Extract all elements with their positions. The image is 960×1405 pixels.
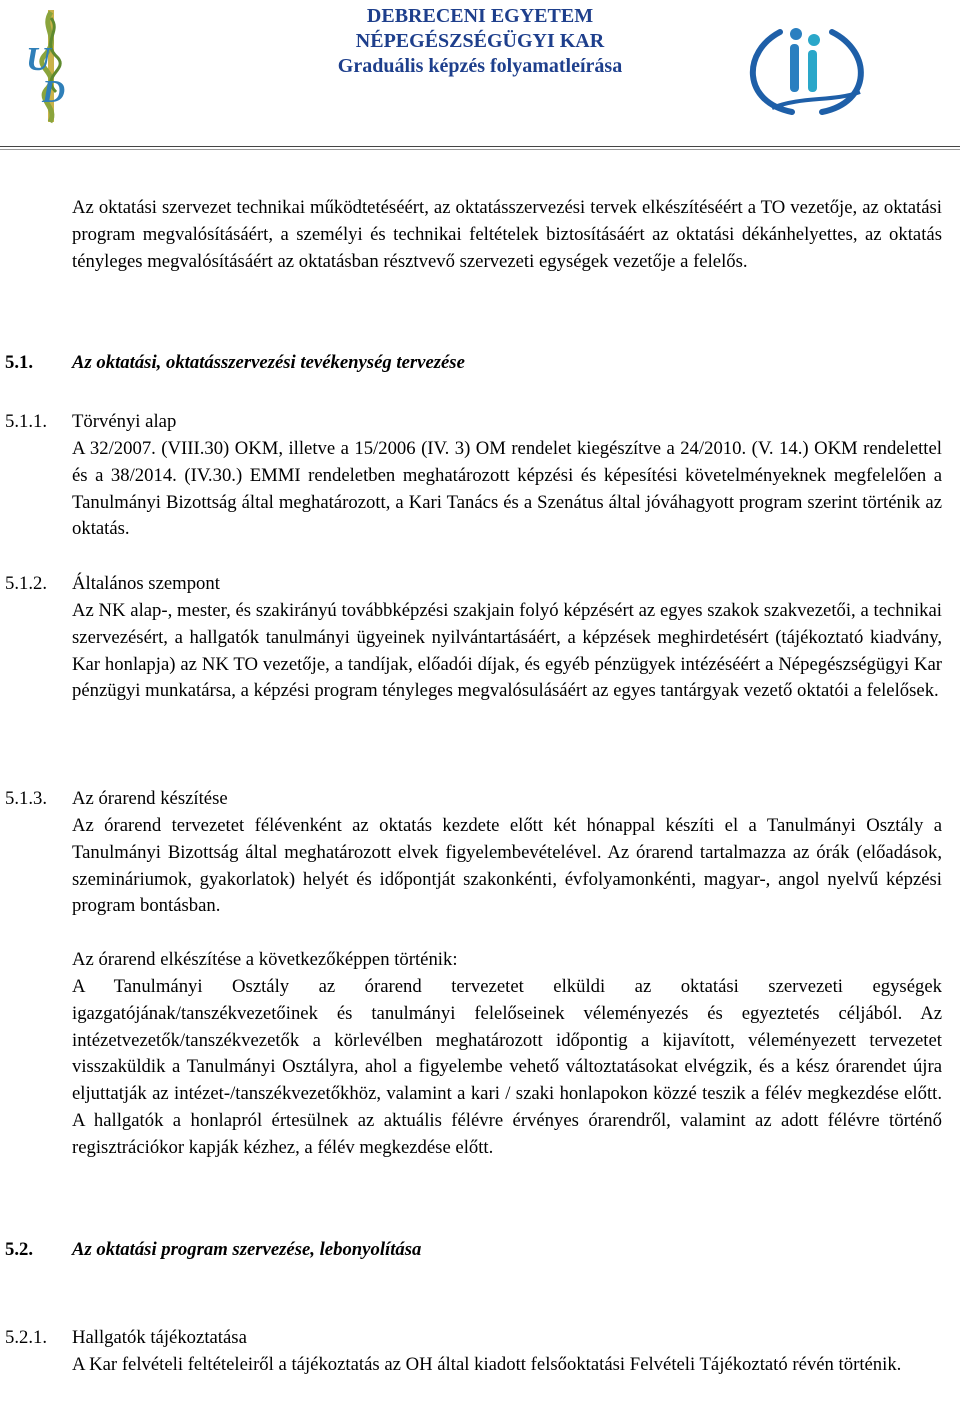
section-5-2-number: 5.2. [5,1239,34,1260]
page-header [0,0,960,150]
section-5-2-title: Az oktatási program szervezése, lebonyolítása [72,1239,422,1260]
sub-5-2-1-title: Hallgatók tájékoztatása [72,1327,247,1348]
header-divider-secondary [0,149,960,150]
sub-5-1-1-text: A 32/2007. (VIII.30) OKM, illetve a 15/2006 (IV. 3) OM rendelet kiegészítve a 24/2010. (V. 14.) OKM rendelettel és a 38/2014. (IV.30.) EMMI rendeletben meghatározott képzési és képesítési követelményeknek megfelelően a Tanulmányi Bizottság által meghatározott, a Kari Tanács és a Szenátus által jóváhagyott program szerint történik az oktatás. [72,438,942,540]
sub-5-1-3-text-2: Az órarend elkészítése a következőképpen történik: [72,949,458,970]
sub-5-2-1-text: A Kar felvételi feltételeiről a tájékoztatás az OH által kiadott felsőoktatási Felvételi Tájékoztató révén történik. [72,1354,902,1375]
sub-5-1-3-text-1: Az órarend tervezetet félévenként az oktatás kezdete előtt két hónappal készíti el a Tanulmányi Osztály a Tanulmányi Bizottság által meghatározott elvek figyelembevételével. Az órarend tartalmazza az órák (előadások, szemináriumok, gyakorlatok) helyét és időpontját szakonkénti, évfolyamonkénti, magyar-, angol nyelvű képzési program bontásban. [72,815,942,917]
sub-5-2-1-number: 5.2.1. [5,1327,48,1348]
svg-text:D: D [42,73,66,109]
sub-5-1-3-title: Az órarend készítése [72,788,228,809]
section-5-1-title: Az oktatási, oktatásszervezési tevékenység tervezése [72,352,465,373]
faculty-logo [732,12,882,122]
sub-5-1-2-number: 5.1.2. [5,573,48,594]
sub-5-1-3-text-3: A Tanulmányi Osztály az órarend tervezetet elküldi az oktatási szervezeti egységek igazgatójának/tanszékvezetőinek és tanulmányi felelőseinek véleményezés és egyeztetés céljából. Az intézetvezetők/tanszékvezetők a körlevélben meghatározott időpontig a kijavított, véleményezett tervezetet visszaküldik a Tanulmányi Osztályra, ahol a figyelembe vehető változtatásokat elvégzik, és a kész órarendet újra eljuttatják az intézet-/tanszékvezetőkhöz, valamint a kari / szaki honlapokon közzé teszik a félév megkezdése előtt. A hallgatók a honlapról értesülnek az aktuális félévre érvényes órarendről, valamint az adott félévre történő regisztrációkor kapják kézhez, a félév megkezdése előtt. [72,976,942,1158]
sub-5-1-1-title: Törvényi alap [72,411,177,432]
header-divider [0,146,960,147]
sub-5-1-1-number: 5.1.1. [5,411,48,432]
sub-5-1-2-text: Az NK alap-, mester, és szakirányú továbbképzési szakjain folyó képzésért az egyes szakok szakvezetői, a technikai szervezésért, a hallgatók tanulmányi ügyeinek nyilvántartásáért, a képzések meghirdetésért (tájékoztató kiadvány, Kar honlapja) az NK TO vezetője, a tandíjak, előadói díjak, és egyéb pénzügyek intézéséért a Népegészségügyi Kar pénzügyi munkatársa, a képzési program tényleges megvalósulásáért az egyes tantárgyak vezető oktatói a felelősek. [72,600,942,702]
intro-paragraph: Az oktatási szervezet technikai működtetéséért, az oktatásszervezési tervek elkészítéséért a TO vezetője, az oktatási program megvalósításáért, a személyi és technikai feltételek biztosításáért az oktatási dékánhelyettes, az oktatás tényleges megvalósításáért az oktatásban résztvevő szervezeti egységek vezetője a felelős. [72,197,942,272]
faculty-name: NÉPEGÉSZSÉGÜGYI KAR [355,30,605,52]
svg-text:U: U [26,41,51,78]
sub-5-1-2-title: Általános szempont [72,573,220,594]
sub-5-1-3-number: 5.1.3. [5,788,48,809]
university-name: DEBRECENI EGYETEM [366,5,594,27]
document-title: Graduális képzés folyamatleírása [337,55,623,77]
section-5-1-number: 5.1. [5,352,34,373]
